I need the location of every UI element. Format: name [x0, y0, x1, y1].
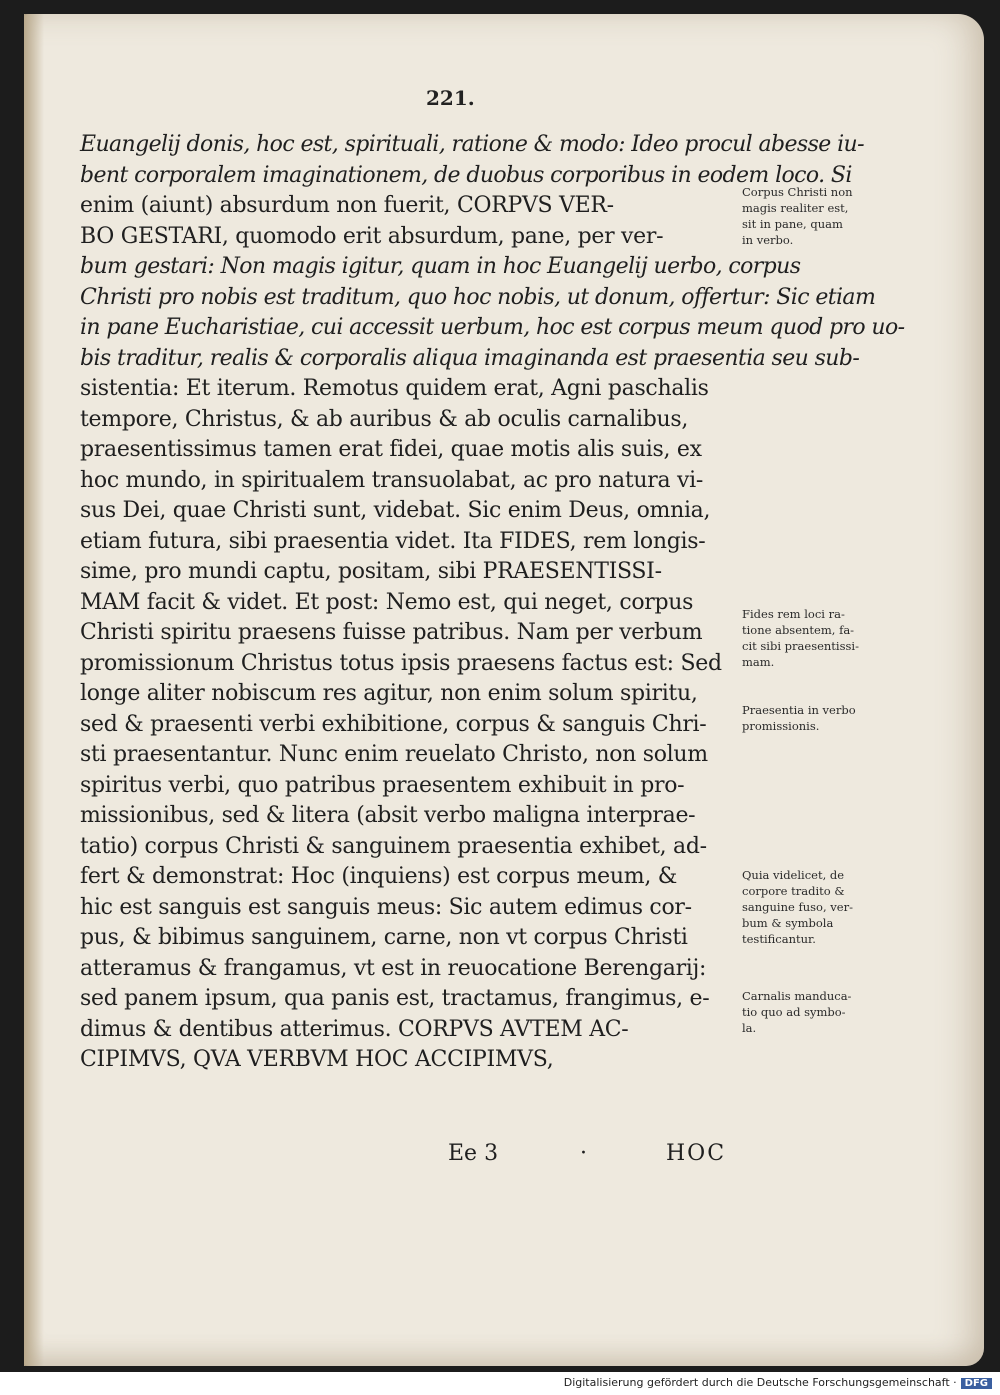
text-line: hoc mundo, in spiritualem transuolabat, ac pro natura vi- [80, 467, 703, 493]
catchword: HOC [666, 1141, 727, 1166]
text-line: Christi spiritu praesens fuisse patribus. Nam per verbum [80, 620, 703, 645]
text-line: sistentia: Et iterum. Remotus quidem erat, Agni paschalis [80, 376, 709, 401]
text-line: spiritus verbi, quo patribus praesentem exhibuit in pro- [80, 772, 685, 798]
text-line: enim (aiunt) absurdum non fuerit, CORPVS VER- [80, 193, 614, 218]
dfg-logo: DFG [961, 1378, 992, 1389]
page-number: 221. [426, 86, 475, 110]
margin-note [742, 606, 912, 670]
margin-note-line: cit sibi praesentissi- [742, 639, 859, 653]
margin-note-line: Quia videlicet, de [742, 868, 845, 882]
text-line: sus Dei, quae Christi sunt, videbat. Sic enim Deus, omnia, [80, 498, 711, 523]
text-line: BO GESTARI, quomodo erit absurdum, pane, per ver- [80, 223, 664, 249]
text-line: Euangelij donis, hoc est, spirituali, ratione & modo: Ideo procul abesse iu- [80, 132, 864, 157]
margin-note-line: Corpus Christi non [742, 185, 853, 199]
text-line: promissionum Christus totus ipsis praesens factus est: Sed [80, 650, 722, 676]
margin-note-line: tione absentem, fa- [742, 623, 855, 637]
text-line: hic est sanguis est sanguis meus: Sic autem edimus cor- [80, 894, 692, 920]
margin-note-line: sanguine fuso, ver- [742, 900, 853, 914]
margin-note-line: Carnalis manduca- [742, 989, 852, 1003]
text-line: CIPIMVS, QVA VERBVM HOC ACCIPIMVS, [80, 1047, 554, 1072]
text-line: sime, pro mundi captu, positam, sibi PRAESENTISSI- [80, 559, 662, 584]
margin-note-line: la. [742, 1021, 757, 1035]
margin-note-line: bum & symbola [742, 916, 834, 930]
text-line: bis traditur, realis & corporalis aliqua imaginanda est praesentia seu sub- [80, 345, 860, 371]
margin-note-line: in verbo. [742, 233, 794, 247]
text-line: atteramus & frangamus, vt est in reuocatione Berengarij: [80, 955, 707, 981]
credit-text: Digitalisierung gefördert durch die Deutsche Forschungsgemeinschaft · [563, 1376, 957, 1389]
text-line: tempore, Christus, & ab auribus & ab oculis carnalibus, [80, 406, 689, 432]
margin-note-line: testificantur. [742, 932, 816, 946]
text-line: sed & praesenti verbi exhibitione, corpus & sanguis Chri- [80, 711, 707, 737]
text-line: longe aliter nobiscum res agitur, non enim solum spiritu, [80, 681, 698, 706]
text-line: sed panem ipsum, qua panis est, tractamus, frangimus, e- [80, 986, 710, 1011]
text-line: etiam futura, sibi praesentia videt. Ita FIDES, rem longis- [80, 528, 706, 554]
margin-note-line: Fides rem loci ra- [742, 607, 845, 621]
margin-note [742, 988, 912, 1036]
margin-note-line: corpore tradito & [742, 884, 845, 898]
text-line: bum gestari: Non magis igitur, quam in hoc Euangelij uerbo, corpus [80, 254, 801, 279]
text-line: MAM facit & videt. Et post: Nemo est, qui neget, corpus [80, 589, 694, 615]
margin-note-line: tio quo ad symbo- [742, 1005, 846, 1019]
digitization-credit [564, 1376, 992, 1389]
text-line: missionibus, sed & litera (absit verbo maligna interprae- [80, 803, 696, 828]
text-line: fert & demonstrat: Hoc (inquiens) est corpus meum, & [80, 864, 677, 889]
text-line: praesentissimus tamen erat fidei, quae motis alis suis, ex [80, 437, 702, 462]
text-line: dimus & dentibus atterimus. CORPVS AVTEM AC- [80, 1016, 629, 1042]
text-line: bent corporalem imaginationem, de duobus corporibus in eodem loco. Si [80, 162, 852, 188]
text-line: in pane Eucharistiae, cui accessit uerbum, hoc est corpus meum quod pro uo- [80, 315, 905, 340]
text-line: sti praesentantur. Nunc enim reuelato Christo, non solum [80, 742, 708, 767]
margin-note [742, 867, 912, 947]
signature-mark: Ee 3 [448, 1141, 499, 1166]
margin-note-line: Praesentia in verbo [742, 703, 856, 717]
margin-note [742, 702, 912, 734]
signature-dot: · [580, 1141, 587, 1166]
text-line: pus, & bibimus sanguinem, carne, non vt corpus Christi [80, 925, 688, 950]
margin-note-line: promissionis. [742, 719, 820, 733]
text-line: tatio) corpus Christi & sanguinem praesentia exhibet, ad- [80, 833, 707, 859]
margin-note-line: magis realiter est, [742, 201, 849, 215]
margin-note-line: sit in pane, quam [742, 217, 843, 231]
margin-note-line: mam. [742, 655, 775, 669]
page-gutter-shadow [24, 14, 44, 1366]
text-line: Christi pro nobis est traditum, quo hoc nobis, ut donum, offertur: Sic etiam [80, 284, 876, 310]
page-footer-line [440, 1141, 760, 1171]
margin-note [742, 184, 912, 248]
